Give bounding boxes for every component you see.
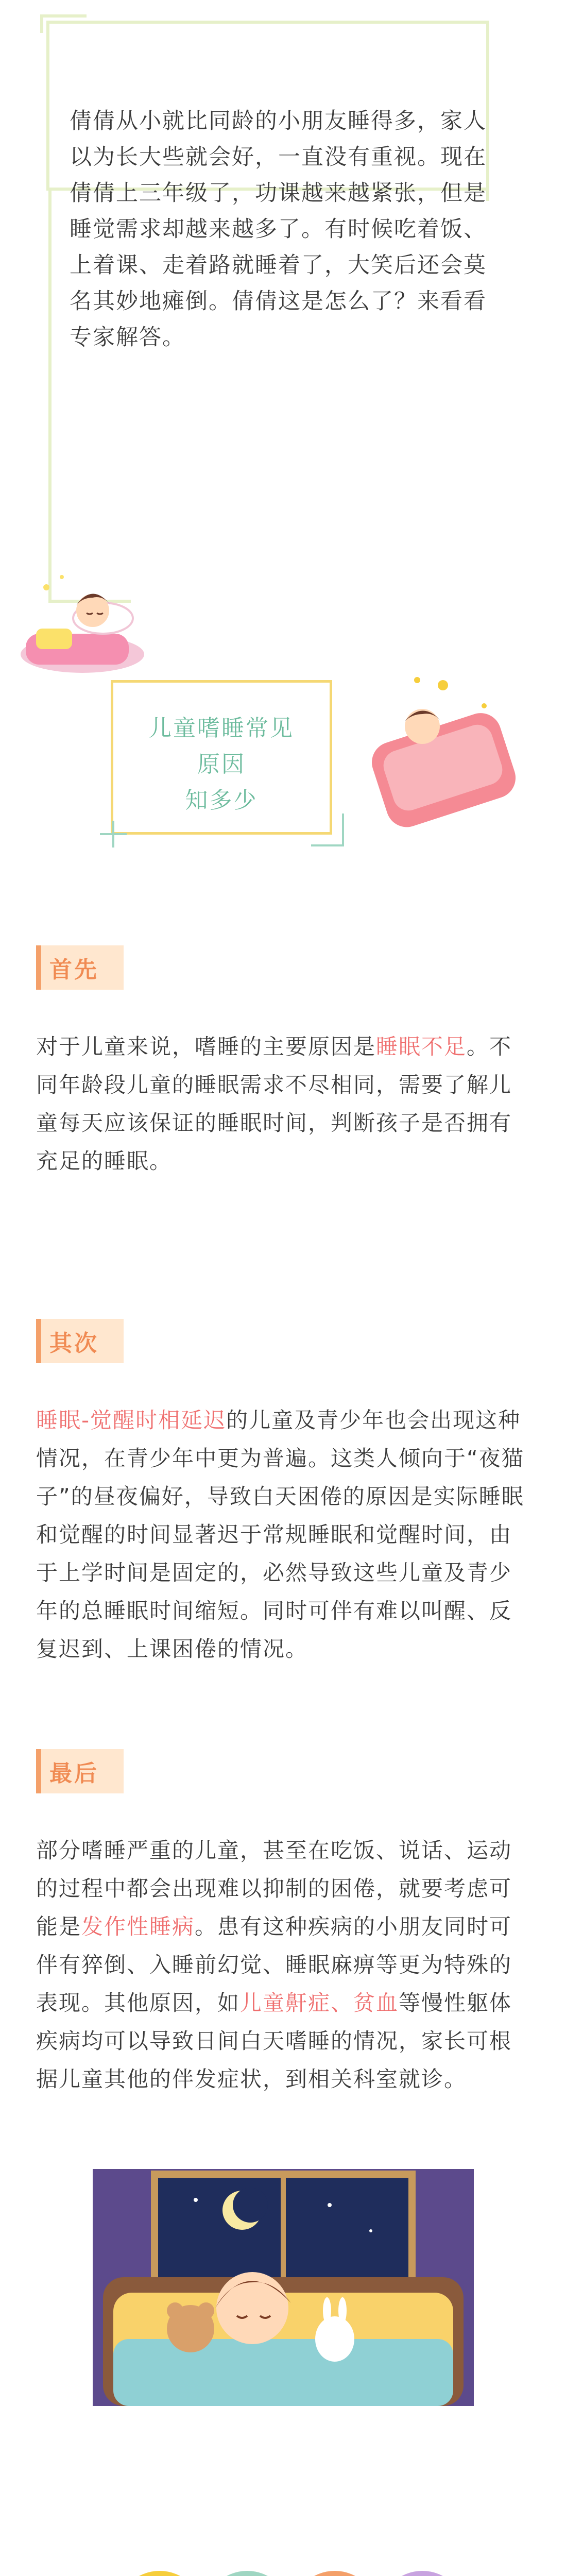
knowledge-circle-3 xyxy=(291,2571,379,2576)
text-run: 等慢性躯体疾病均可以导致日间白天嗜睡的情况，家长可根据儿童其他的伴发症状，到相关科室就诊。 xyxy=(36,1990,512,2092)
section-first-paragraph xyxy=(36,1028,530,1180)
section-tag-label: 首先 xyxy=(49,957,99,983)
text-run: 。不同年龄段儿童的睡眠需求不尽相同，需要了解儿童每天应该保证的睡眠时间，判断孩子是否拥有充足的睡眠。 xyxy=(36,1034,512,1174)
sleeping-child-illustration xyxy=(15,556,149,680)
text-run: 的儿童及青少年也会出现这种情况，在青少年中更为普遍。这类人倾向于“夜猫子”的昼夜偏好，导致白天困倦的原因是实际睡眠和觉醒的时间显著迟于常规睡眠和觉醒时间，由于上学时间是固定的，必然导致这些儿童及青少年的总睡眠时间缩短。同时可伴有难以叫醒、反复迟到、上课困倦的情况。 xyxy=(36,1408,524,1662)
section-heading-card xyxy=(111,680,332,835)
heading-line-1: 儿童嗜睡常见 xyxy=(149,715,294,741)
text-run: 部分嗜睡严重的儿童，甚至在吃饭、说话、运动的过程中都会出现难以抑制的困倦，就要考虑可能是 xyxy=(36,1838,512,1939)
knowledge-circle-4 xyxy=(379,2571,466,2576)
text-run: 。患有这种疾病的小朋友同时可伴有猝倒、入睡前幻觉、睡眠麻痹等更为特殊的表现。其他原因，如 xyxy=(36,1914,512,2015)
intro-frame-left-edge xyxy=(48,191,52,603)
highlight-text: 儿童鼾症、贫血 xyxy=(240,1990,399,2015)
section-tag-first xyxy=(36,945,124,990)
highlight-text: 睡眠-觉醒时相延迟 xyxy=(36,1408,227,1433)
section-third-paragraph xyxy=(36,1832,530,2098)
frame-corner-decor xyxy=(40,14,87,33)
child-in-bed-illustration xyxy=(355,665,520,829)
highlight-text: 睡眠不足 xyxy=(376,1034,467,1059)
highlight-text: 发作性睡病 xyxy=(81,1914,195,1939)
section-tag-third xyxy=(36,1749,124,1793)
plus-decor-icon xyxy=(98,819,129,850)
text-run: 对于儿童来说，嗜睡的主要原因是 xyxy=(36,1034,376,1059)
section-second-paragraph xyxy=(36,1401,530,1668)
knowledge-circle-2 xyxy=(203,2571,291,2576)
intro-paragraph: 倩倩从小就比同龄的小朋友睡得多，家人以为长大些就会好，一直没有重视。现在倩倩上三年级了，功课越来越紧张，但是睡觉需求却越来越多了。有时候吃着饭、上着课、走着路就睡着了，大笑后还会莫名其妙地瘫倒。倩倩这是怎么了？来看看专家解答。 xyxy=(70,108,487,350)
girl-sleeping-bedroom-illustration xyxy=(93,2169,474,2406)
heading-line-2: 原因 xyxy=(197,751,246,777)
section-tag-label: 其次 xyxy=(49,1330,99,1357)
section-tag-label: 最后 xyxy=(49,1760,99,1787)
knowledge-circle-1 xyxy=(116,2571,203,2576)
heading-line-3: 知多少 xyxy=(185,787,258,814)
section-tag-second xyxy=(36,1319,124,1363)
